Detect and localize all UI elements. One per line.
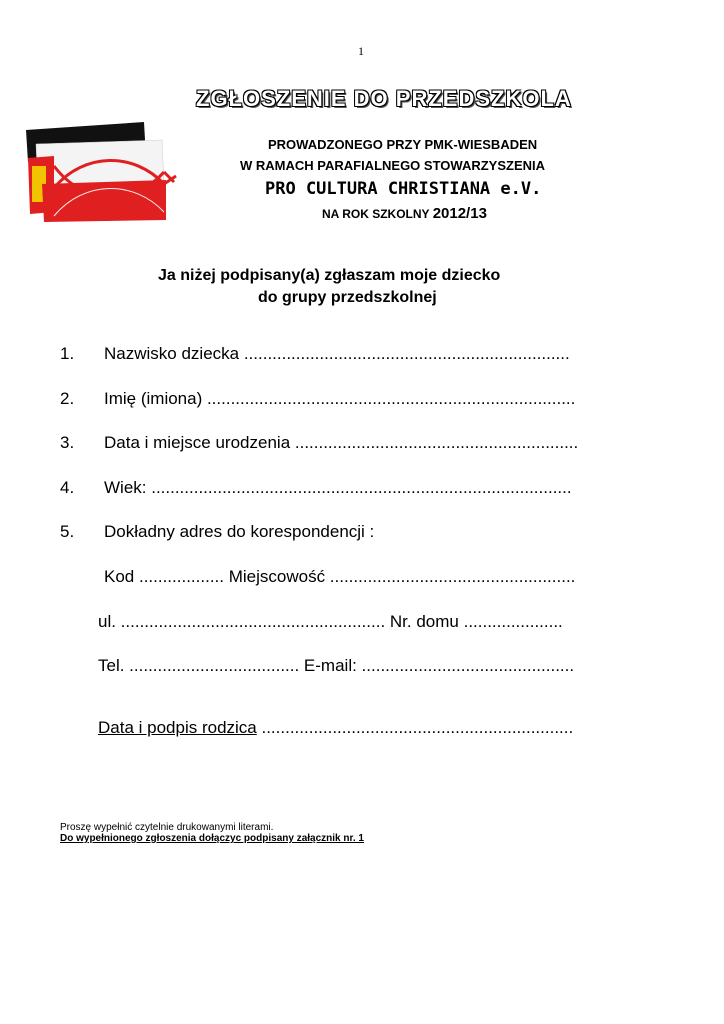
intro-line-1: Ja niżej podpisany(a) zgłaszam moje dziecko	[158, 267, 501, 284]
field-first-name[interactable]: Imię (imiona) ..............................................................................	[104, 389, 576, 408]
flag-fish-logo	[24, 122, 180, 222]
field-age[interactable]: Wiek: .........................................................................................	[104, 478, 572, 497]
form-title: ZGŁOSZENIE DO PRZEDSZKOLA	[196, 86, 572, 111]
field-address-label: Dokładny adres do korespondencji :	[104, 522, 375, 541]
intro-text	[158, 265, 500, 309]
field-birth-date-place[interactable]: Data i miejsce urodzenia ............................................................	[104, 433, 579, 452]
footer-note-1: Proszę wypełnić czytelnie drukowanymi literami.	[60, 822, 274, 833]
field-number-1: 1.	[60, 344, 75, 363]
field-number-4: 4.	[60, 478, 75, 497]
page-number: 1	[358, 44, 364, 58]
signature-label: Data i podpis rodzica	[98, 718, 257, 737]
subtitle-line-1: PROWADZONEGO PRZY PMK-WIESBADEN	[268, 137, 538, 152]
school-year	[322, 205, 487, 222]
field-postcode-city[interactable]: Kod .................. Miejscowość ....................................................	[104, 567, 576, 586]
footer-notes	[60, 822, 364, 844]
intro-line-2: do grupy przedszkolnej	[258, 289, 437, 306]
field-number-5: 5.	[60, 522, 75, 541]
field-phone-email[interactable]: Tel. .................................... E-mail: .............................................	[98, 656, 575, 675]
field-number-2: 2.	[60, 389, 75, 408]
school-year-value: 2012/13	[432, 205, 487, 222]
association-name: PRO CULTURA CHRISTIANA e.V.	[265, 179, 542, 199]
field-street-house[interactable]: ul. ........................................................ Nr. domu .....................	[98, 612, 563, 631]
footer-note-2: Do wypełnionego zgłoszenia dołączyc podpisany załącznik nr. 1	[60, 833, 364, 844]
signature-dots: ..................................................................	[256, 718, 574, 737]
subtitle-line-2: W RAMACH PARAFIALNEGO STOWARZYSZENIA	[240, 158, 546, 173]
field-surname[interactable]: Nazwisko dziecka .....................................................................	[104, 344, 570, 363]
field-number-3: 3.	[60, 433, 75, 452]
school-year-prefix: NA ROK SZKOLNY	[322, 207, 430, 221]
signature-line[interactable]	[98, 718, 573, 738]
